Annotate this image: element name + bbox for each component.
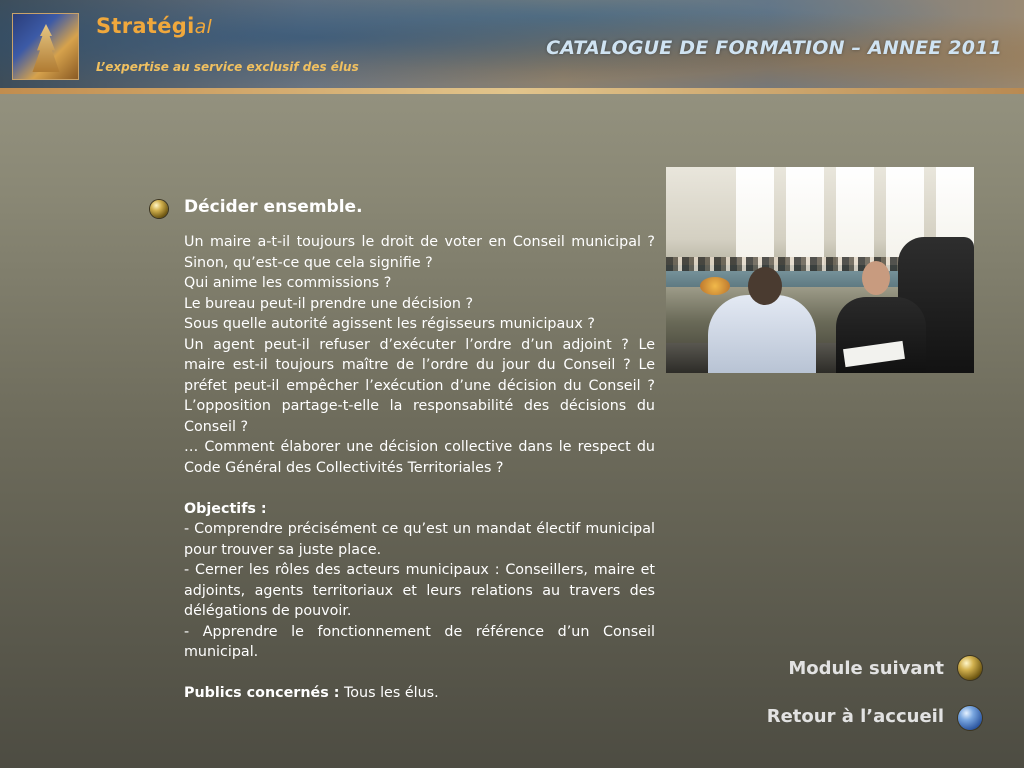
header-banner bbox=[0, 0, 1024, 94]
paragraph-line: Qui anime les commissions ? bbox=[184, 275, 392, 291]
paragraph-line: Le bureau peut-il prendre une décision ? bbox=[184, 295, 474, 312]
next-module-link[interactable]: Module suivant bbox=[788, 658, 944, 679]
photo-detail bbox=[862, 261, 890, 295]
brand-name bbox=[96, 14, 212, 38]
brand-suffix: al bbox=[194, 16, 213, 38]
paragraph-line: Un agent peut-il refuser d’exécuter l’ordre d’un adjoint ? Le maire est-il toujours maître de l’ordre du jour du Conseil ? Le préfet peut-il empêcher l’exécution d’une décision du Conseil ? L’opposition partage-t-elle la responsabilité des décisions du Conseil ? bbox=[184, 336, 655, 435]
paragraph-line: … Comment élaborer une décision collective dans le respect du Code Général des Collectivités Territoriales ? bbox=[184, 439, 655, 476]
objectif-item: - Comprendre précisément ce qu’est un mandat électif municipal pour trouver sa juste place. bbox=[184, 521, 655, 558]
home-blue-icon[interactable] bbox=[958, 706, 982, 730]
brand-main: Stratégi bbox=[96, 14, 195, 38]
paragraph-line: Sous quelle autorité agissent les régisseurs municipaux ? bbox=[184, 316, 595, 332]
spacer bbox=[184, 663, 655, 684]
publics-value: Tous les élus. bbox=[339, 685, 439, 701]
module-description bbox=[184, 232, 655, 704]
photo-detail bbox=[748, 267, 782, 305]
objectif-item: - Cerner les rôles des acteurs municipaux : Conseillers, maire et adjoints, agents territoriaux et leurs relations au travers des délégations de pouvoir. bbox=[184, 562, 655, 619]
photo-detail bbox=[700, 277, 730, 295]
publics-label: Publics concernés : bbox=[184, 685, 340, 701]
gold-bullet-icon bbox=[150, 200, 168, 218]
spacer bbox=[184, 478, 655, 499]
objectifs-label: Objectifs : bbox=[184, 500, 267, 517]
objectif-item: - Apprendre le fonctionnement de référence d’un Conseil municipal. bbox=[184, 623, 655, 660]
catalogue-title: CATALOGUE DE FORMATION – ANNEE 2011 bbox=[546, 37, 1002, 59]
module-title: Décider ensemble. bbox=[184, 197, 363, 217]
paragraph-line: Un maire a-t-il toujours le droit de voter en Conseil municipal ? Sinon, qu’est-ce que cela signifie ? bbox=[184, 234, 655, 271]
chateau-logo-icon bbox=[12, 13, 79, 80]
home-link[interactable]: Retour à l’accueil bbox=[766, 706, 944, 727]
council-meeting-photo bbox=[666, 167, 974, 373]
next-module-gold-icon[interactable] bbox=[958, 656, 982, 680]
publics-line bbox=[184, 683, 655, 704]
tagline: L’expertise au service exclusif des élus bbox=[96, 60, 359, 74]
photo-detail bbox=[708, 295, 816, 373]
